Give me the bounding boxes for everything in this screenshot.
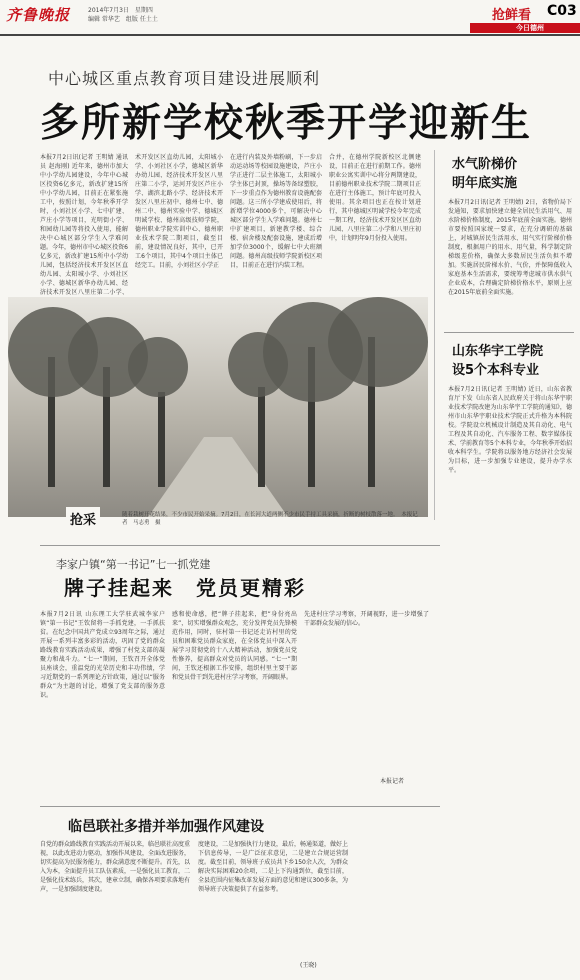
section3-headline: 临邑联社多措并举加强作风建设 [68, 819, 264, 835]
section-name: 今日德州 [516, 24, 544, 32]
section3-col2: 度建设，二是加强执行力建设，最后，畅通渠道，做好上下信息传导，一是广泛征求意见，二是建立合规运营制度。截至目前，领导班子成员共下乡150余人次，为群众解决实际困难20余项，二是上下沟通到位，截至目前，全县范围内征集改革发展方面的意见和建议300多条，为领导班子决策提供了有益参考。 [198, 841, 349, 893]
sidebar-separator [444, 332, 574, 333]
sidebar1-title2: 明年底实施 [452, 176, 518, 191]
sidebar1-title1: 水气阶梯价 [452, 157, 518, 172]
newspaper-brand: 齐鲁晚报 [6, 6, 71, 24]
header-rule [0, 34, 580, 36]
section2-kicker: 李家户镇“第一书记”七一抓党建 [56, 558, 211, 571]
issue-date: 2014年7月3日 星期四 [88, 7, 153, 14]
section2-col2: 感和使命感，把“牌子挂起来，把”身份亮出来”，切实增强群众观念，充分发挥党员先锋模范作用，同时，驻村第一书记还走访村里的党员和困难党员群众家庭，在全体党员中深入开展学习贯彻党的十八大精神活动，加强党员党性修养，提高群众对党员的认同感。“七一”期间，王钦还根据工作安排，组织村里主要干部和党员骨干到先进村庄学习考察，开阔眼界。 [172, 611, 297, 681]
main-kicker: 中心城区重点教育项目建设进展顺利 [48, 69, 321, 88]
photo-road [148, 437, 288, 517]
main-article-col4: 合并，在德州学院新校区北侧建设，目前正在进行前期工作。德州职业公寓实训中心将分两期建设，目前德州职业技术学院二期项目正在进行主体施工，预计年底可投入使用。其余项目也正在按计划进行，其中德城区明诚学校今年完成一期工程，经济技术开发区区直幼儿园、八里庄第二小学和八里庄初中，计划明年9月份投入使用。 [329, 154, 421, 242]
photo-caption: 随着栽树开花结果，不少市民开始采摘。7月2日，在长河大道两侧不少市民手持工具采摘，折断的树枝散落一地。 本报记者 马志勇 摄 [122, 512, 418, 526]
section3-top-rule [40, 806, 440, 807]
section2-col1: 本报7月2日讯 山东理工大学驻武城李家户镇“第一书记”王钦留将一手抓党建，一手抓扶贫。在纪念中国共产党成立93周年之际，通过开展一系列丰富多彩的活动，巩固了党的群众路线教育实践活动成果，增强了村党支部的凝聚力和战斗力。“七一”期间，王钦召开全体党员座谈会，重温党的光荣历史和丰功伟绩，学习近期党的一系列理论方针政策，通过以“服务群众”为主题的讨论，增强了党支部的服务意识。 [40, 611, 165, 699]
photo-label: 抢采 [66, 507, 100, 530]
section2-col3: 先进村庄学习考察，开阔视野，进一步增强了干部群众发展的信心。 [304, 611, 429, 627]
column-tag: 抢鲜看 [492, 8, 532, 23]
sidebar2-body: 本报7月2日讯(记者 王明婧) 近日，山东省教育厅下发《山东省人民政府关于将山东华宇职业技术学院改建为山东华宇工学院的通知》，德州市山东华宇职业技术学院正式升格为本科院校。学院设立机械设计制造及其自动化、电气工程及其自动化、汽车服务工程、数字媒体技术、学前教育等5个本科专业，今年秋季开始招收本科学生。学院将以服务地方经济社会发展为目标，进一步加强专业建设，提升办学水平。 [448, 386, 572, 474]
main-article-col3: 在进行内装及外墙粉刷，下一步启动运动场等校园设施建设，芦庄小学正进行二层主体施工，太阳城小学主体已封顶，操场等备绿塑胶，下一步重点作为德州教育设施配套问题。这三所小学建成使用后，将新增学位4000多个，可解决中心城区部分学生入学难问题。德州七中扩建项目，新建教学楼、综合楼、宿舍楼及配套设施，建成后增加学位3000个，缓解七中大班额问题。德州高级技师学院新校区项目，目前正在进行内装工程。 [230, 154, 322, 269]
main-headline: 多所新学校秋季开学迎新生 [40, 100, 533, 146]
page-header [0, 0, 580, 34]
editor-line: 编辑 常华艺 组版 任土土 [88, 16, 158, 23]
section2-top-rule [40, 545, 440, 546]
sidebar2-title2: 设5个本科专业 [452, 363, 540, 378]
sidebar2-title1: 山东华宇工学院 [452, 344, 544, 359]
page-number: C03 [547, 3, 577, 19]
section2-headline: 牌子挂起来 党员更精彩 [64, 576, 306, 600]
sidebar-divider [434, 150, 435, 520]
section2-byline: 本报记者 [380, 778, 405, 785]
street-tree-photo [8, 297, 428, 517]
main-article-col2: 术开发区区直幼儿园，太阳城小学、小刘社区小学，德城区新华办幼儿园、经济技术开发区八里庄第二小学，运河开发区芦庄小学、湖滨北路小学、经济技术开发区八里庄初中、德州七中、德州二中、德州实验中学、德城区明诚学校、德州高级技师学院，德州职业学院实训中心、德州职业技术学院二期项目，截至目前，建设情况良好，其中，已开工6个项目，其中4个项目主体已经完工。目前，小刘社区小学正 [135, 154, 223, 269]
section3-col1: 自党的群众路线教育实践活动开展以来，临邑联社高度重视，以此改进动力驱动，加强作风建设，全面改进服务，切实提高为民服务能力，群众满意度不断提升。首先，以入为本，全面提升员工队伍素质，一是强化员工教育，二是强化技术练兵，其次，建章立制，确保各项要求落地有声，一是加强制度建设。 [40, 841, 191, 893]
sidebar1-body: 本报7月2日讯(记者 王明婧) 2日，省物价局下发通知，要求加快建立健全居民生活用气、用水阶梯价格制度，2015年底前全面实施。德州市要按照国家统一要求，在充分调研的基础上，对城镇居民生活用水、用气实行阶梯价格制度，根据用户的用水、用气量，科学制定阶梯级差价格，确保大多数居民生活负担不增加。实施居民阶梯水价、气价，并保障低收入家庭基本生活需求，要统筹考虑城市供水供气企业成本，合理确定阶梯价格水平，原则上应在2015年底前全面实施。 [448, 199, 572, 296]
section3-byline: (王晓) [300, 962, 317, 969]
main-article-col1: 本报7月2日讯(记者 王明婧 通讯员 赵海刚) 近年来，德州市加大中小学幼儿园建设，今年中心城区投资6亿多元，新改扩建15所中小学幼儿园，目前正在紧张施工中，按照计划，今年秋季开学时，小刘社区小学、七中扩建、芦庄小学等项目，光明街小学、和园幼儿园等将投入使用，能解决中心城区部分学生入学难问题。今年，德州市中心城区投资6亿多元，新改扩建15所中小学幼儿园，包括经济技术开发区区直幼儿园、太阳城小学、小刘社区小学、德城区新华办幼儿园、经济技术开发区八里庄第二小学、 [40, 154, 128, 296]
